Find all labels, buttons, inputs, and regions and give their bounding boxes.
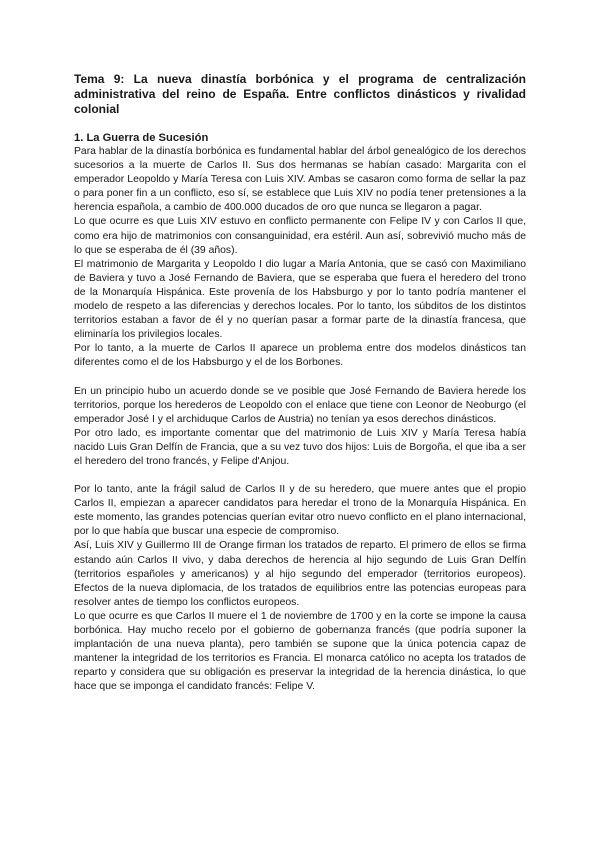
document-page <box>74 72 526 694</box>
paragraph-gap <box>74 469 526 483</box>
paragraph-gran-delfin: Por otro lado, es importante comentar que del matrimonio de Luis XIV y María Teresa había nacido Luis Gran Delfín de Francia, que a su vez tuvo dos hijos: Luis de Borgoña, el que iba a ser el heredero del trono francés, y Felipe d'Anjou. <box>74 427 526 467</box>
paragraph-initial-agreement: En un principio hubo un acuerdo donde se ve posible que José Fernando de Baviera herede los territorios, porque los herederos de Leopoldo con el enlace que tiene con Leonor de Neoburgo (el emperador José I y el archiduque Carlos de Austria) no tenían ya esos derechos dinásticos. <box>74 385 526 425</box>
paragraph-candidates: Por lo tanto, ante la frágil salud de Carlos II y de su heredero, que muere antes que el propio Carlos II, empiezan a aparecer candidatos para heredar el trono de la Monarquía Hispánica. En este momento, las grandes potencias querían evitar otro nuevo conflicto en el plano internacional, por lo que había que buscar una especie de compromiso. <box>74 484 526 538</box>
section-heading: 1. La Guerra de Sucesión <box>74 132 209 144</box>
paragraph-dynastic-problem: Por lo tanto, a la muerte de Carlos II aparece un problema entre dos modelos dinásticos tan diferentes como el de los Habsburgo y el de los Borbones. <box>74 343 526 369</box>
document-title: Tema 9: La nueva dinastía borbónica y el programa de centralización administrativa del reino de España. Entre conflictos dinásticos y rivalidad colonial <box>74 72 526 116</box>
paragraph-margarita-leopoldo: El matrimonio de Margarita y Leopoldo I dio lugar a María Antonia, que se casó con Maximiliano de Baviera y tuvo a José Fernando de Baviera, que se esperaba que fuera el heredero del trono de la Monarquía Hispánica. Este provenía de los Habsburgo y por lo tanto podría mantener el modelo de respeto a las diferencias y derechos locales. Por lo tanto, los súbditos de los distintos territorios estaban a favor de él y no querían pasar a formar parte de la dinastía francesa, que eliminaría los privilegios locales. <box>74 258 526 341</box>
paragraph-genealogy: Para hablar de la dinastía borbónica es fundamental hablar del árbol genealógico de los derechos sucesorios a la muerte de Carlos II. Sus dos hermanas se habían casado: Margarita con el emperador Leopoldo y María Teresa con Luis XIV. Ambas se casaron como forma de sellar la paz o para poner fin a un conflicto, eso sí, se establece que Luis XIV no podía tener pretensiones a la herencia española, a cambio de 400.000 ducados de oro que nunca se llegaron a pagar. <box>74 146 526 214</box>
paragraph-death-carlos-ii: Lo que ocurre es que Carlos II muere el 1 de noviembre de 1700 y en la corte se impone la causa borbónica. Hay mucho recelo por el gobierno de gobernanza francés (que podría suponer la implantación de una nueva planta), pero también se supone que la única potencia capaz de mantener la integridad de los territorios es Francia. El monarca católico no acepta los tratados de reparto y considera que su obligación es preservar la integridad de la herencia dinástica, lo que hace que se imponga el candidato francés: Felipe V. <box>74 610 526 693</box>
paragraph-partition-treaties: Así, Luis XIV y Guillermo III de Orange firman los tratados de reparto. El primero de ellos se firma estando aún Carlos II vivo, y daba derechos de herencia al hijo segundo de Luis Gran Delfín (territorios españoles y americanos) y al hijo segundo del emperador (territorios europeos). Efectos de la nueva diplomacia, de los tratados de equilibrios entre las potencias europeas para resolver antes de tiempo los conflictos europeos. <box>74 540 526 608</box>
paragraph-luis-xiv-conflict: Lo que ocurre es que Luis XIV estuvo en conflicto permanente con Felipe IV y con Carlos II que, como era hijo de matrimonios con consanguinidad, era estéril. Aun así, sobrevivió mucho más de lo que se esperaba de él (39 años). <box>74 216 526 256</box>
paragraph-gap <box>74 371 526 385</box>
